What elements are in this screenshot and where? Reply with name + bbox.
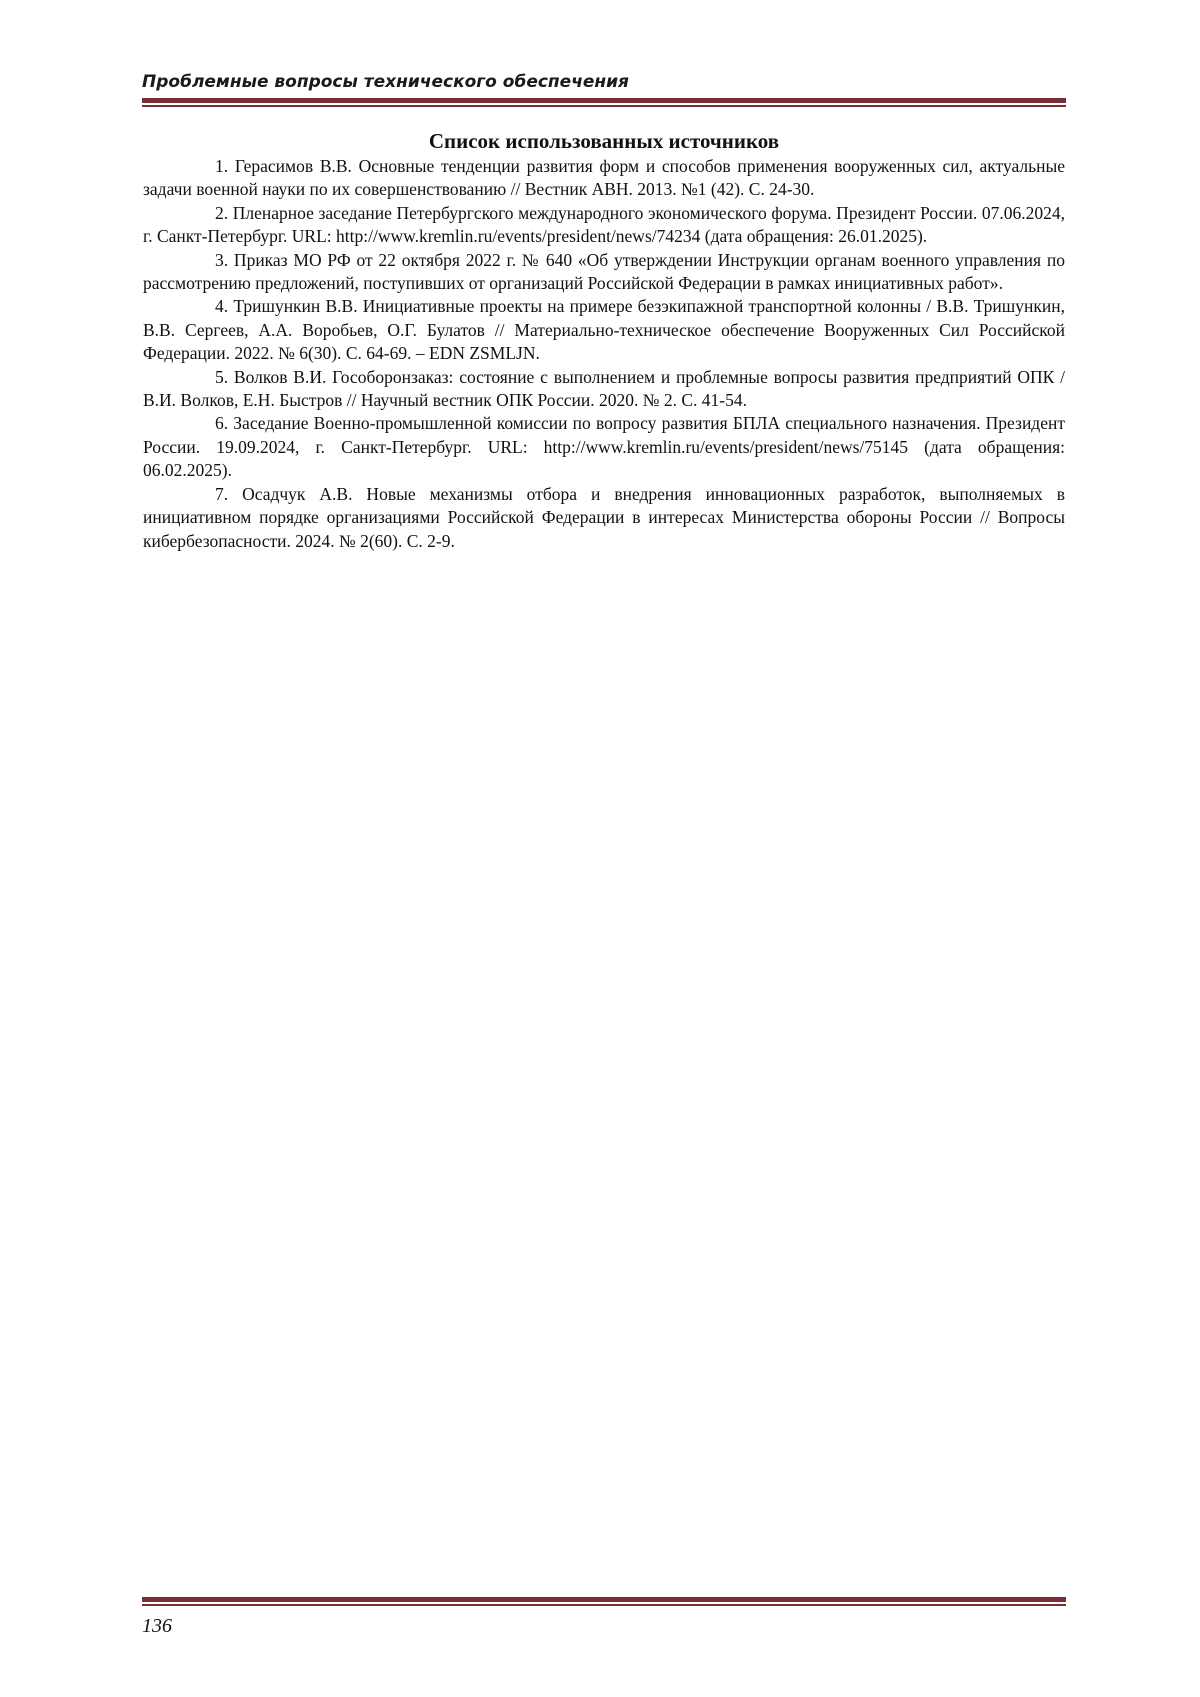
section-title: Список использованных источников — [428, 129, 780, 153]
header-rule — [142, 98, 1066, 107]
reference-item-4: 4. Тришункин В.В. Инициативные проекты на примере безэкипажной транспортной колонны / В.В. Тришункин, В.В. Сергеев, А.А. Воробьев, О.Г. Булатов // Материально-техническое обеспечение Вооруженных Сил Российской Федерации. 2022. № 6(30). С. 64-69. – EDN ZSMLJN. — [143, 296, 1065, 364]
page-number: 136 — [142, 1615, 172, 1637]
reference-item-6: 6. Заседание Военно-промышленной комиссии по вопросу развития БПЛА специального назначения. Президент России. 19.09.2024, г. Санкт-Петербург. URL: http://www.kremlin.ru/events/president/news/75145 (дата обращения: 06.02.2025). — [143, 413, 1065, 481]
reference-item-7: 7. Осадчук А.В. Новые механизмы отбора и внедрения инновационных разработок, выполняемых в инициативном порядке организациями Российской Федерации в интересах Министерства обороны России // Вопросы кибербезопасности. 2024. № 2(60). С. 2-9. — [143, 483, 1065, 551]
reference-item-5: 5. Волков В.И. Гособоронзаказ: состояние с выполнением и проблемные вопросы развития предприятий ОПК / В.И. Волков, Е.Н. Быстров // Научный вестник ОПК России. 2020. № 2. С. 41-54. — [143, 366, 1065, 411]
references-section — [143, 128, 1065, 553]
page-header — [142, 70, 1066, 107]
running-header-title: Проблемные вопросы технического обеспечения — [142, 72, 629, 92]
header-rule-thin — [142, 105, 1066, 107]
page-footer — [142, 1597, 1066, 1638]
reference-item-2: 2. Пленарное заседание Петербургского международного экономического форума. Президент России. 07.06.2024, г. Санкт-Петербург. URL: http://www.kremlin.ru/events/president/news/74234 (дата обращения: 26.01.2025). — [143, 202, 1065, 247]
reference-item-3: 3. Приказ МО РФ от 22 октября 2022 г. № 640 «Об утверждении Инструкции органам военного управления по рассмотрению предложений, поступивших от организаций Российской Федерации в рамках инициативных работ». — [143, 249, 1065, 294]
reference-item-1: 1. Герасимов В.В. Основные тенденции развития форм и способов применения вооруженных сил, актуальные задачи военной науки по их совершенствованию // Вестник АВН. 2013. №1 (42). С. 24-30. — [143, 156, 1065, 200]
footer-rule — [142, 1597, 1066, 1606]
footer-rule-thin — [142, 1604, 1066, 1606]
